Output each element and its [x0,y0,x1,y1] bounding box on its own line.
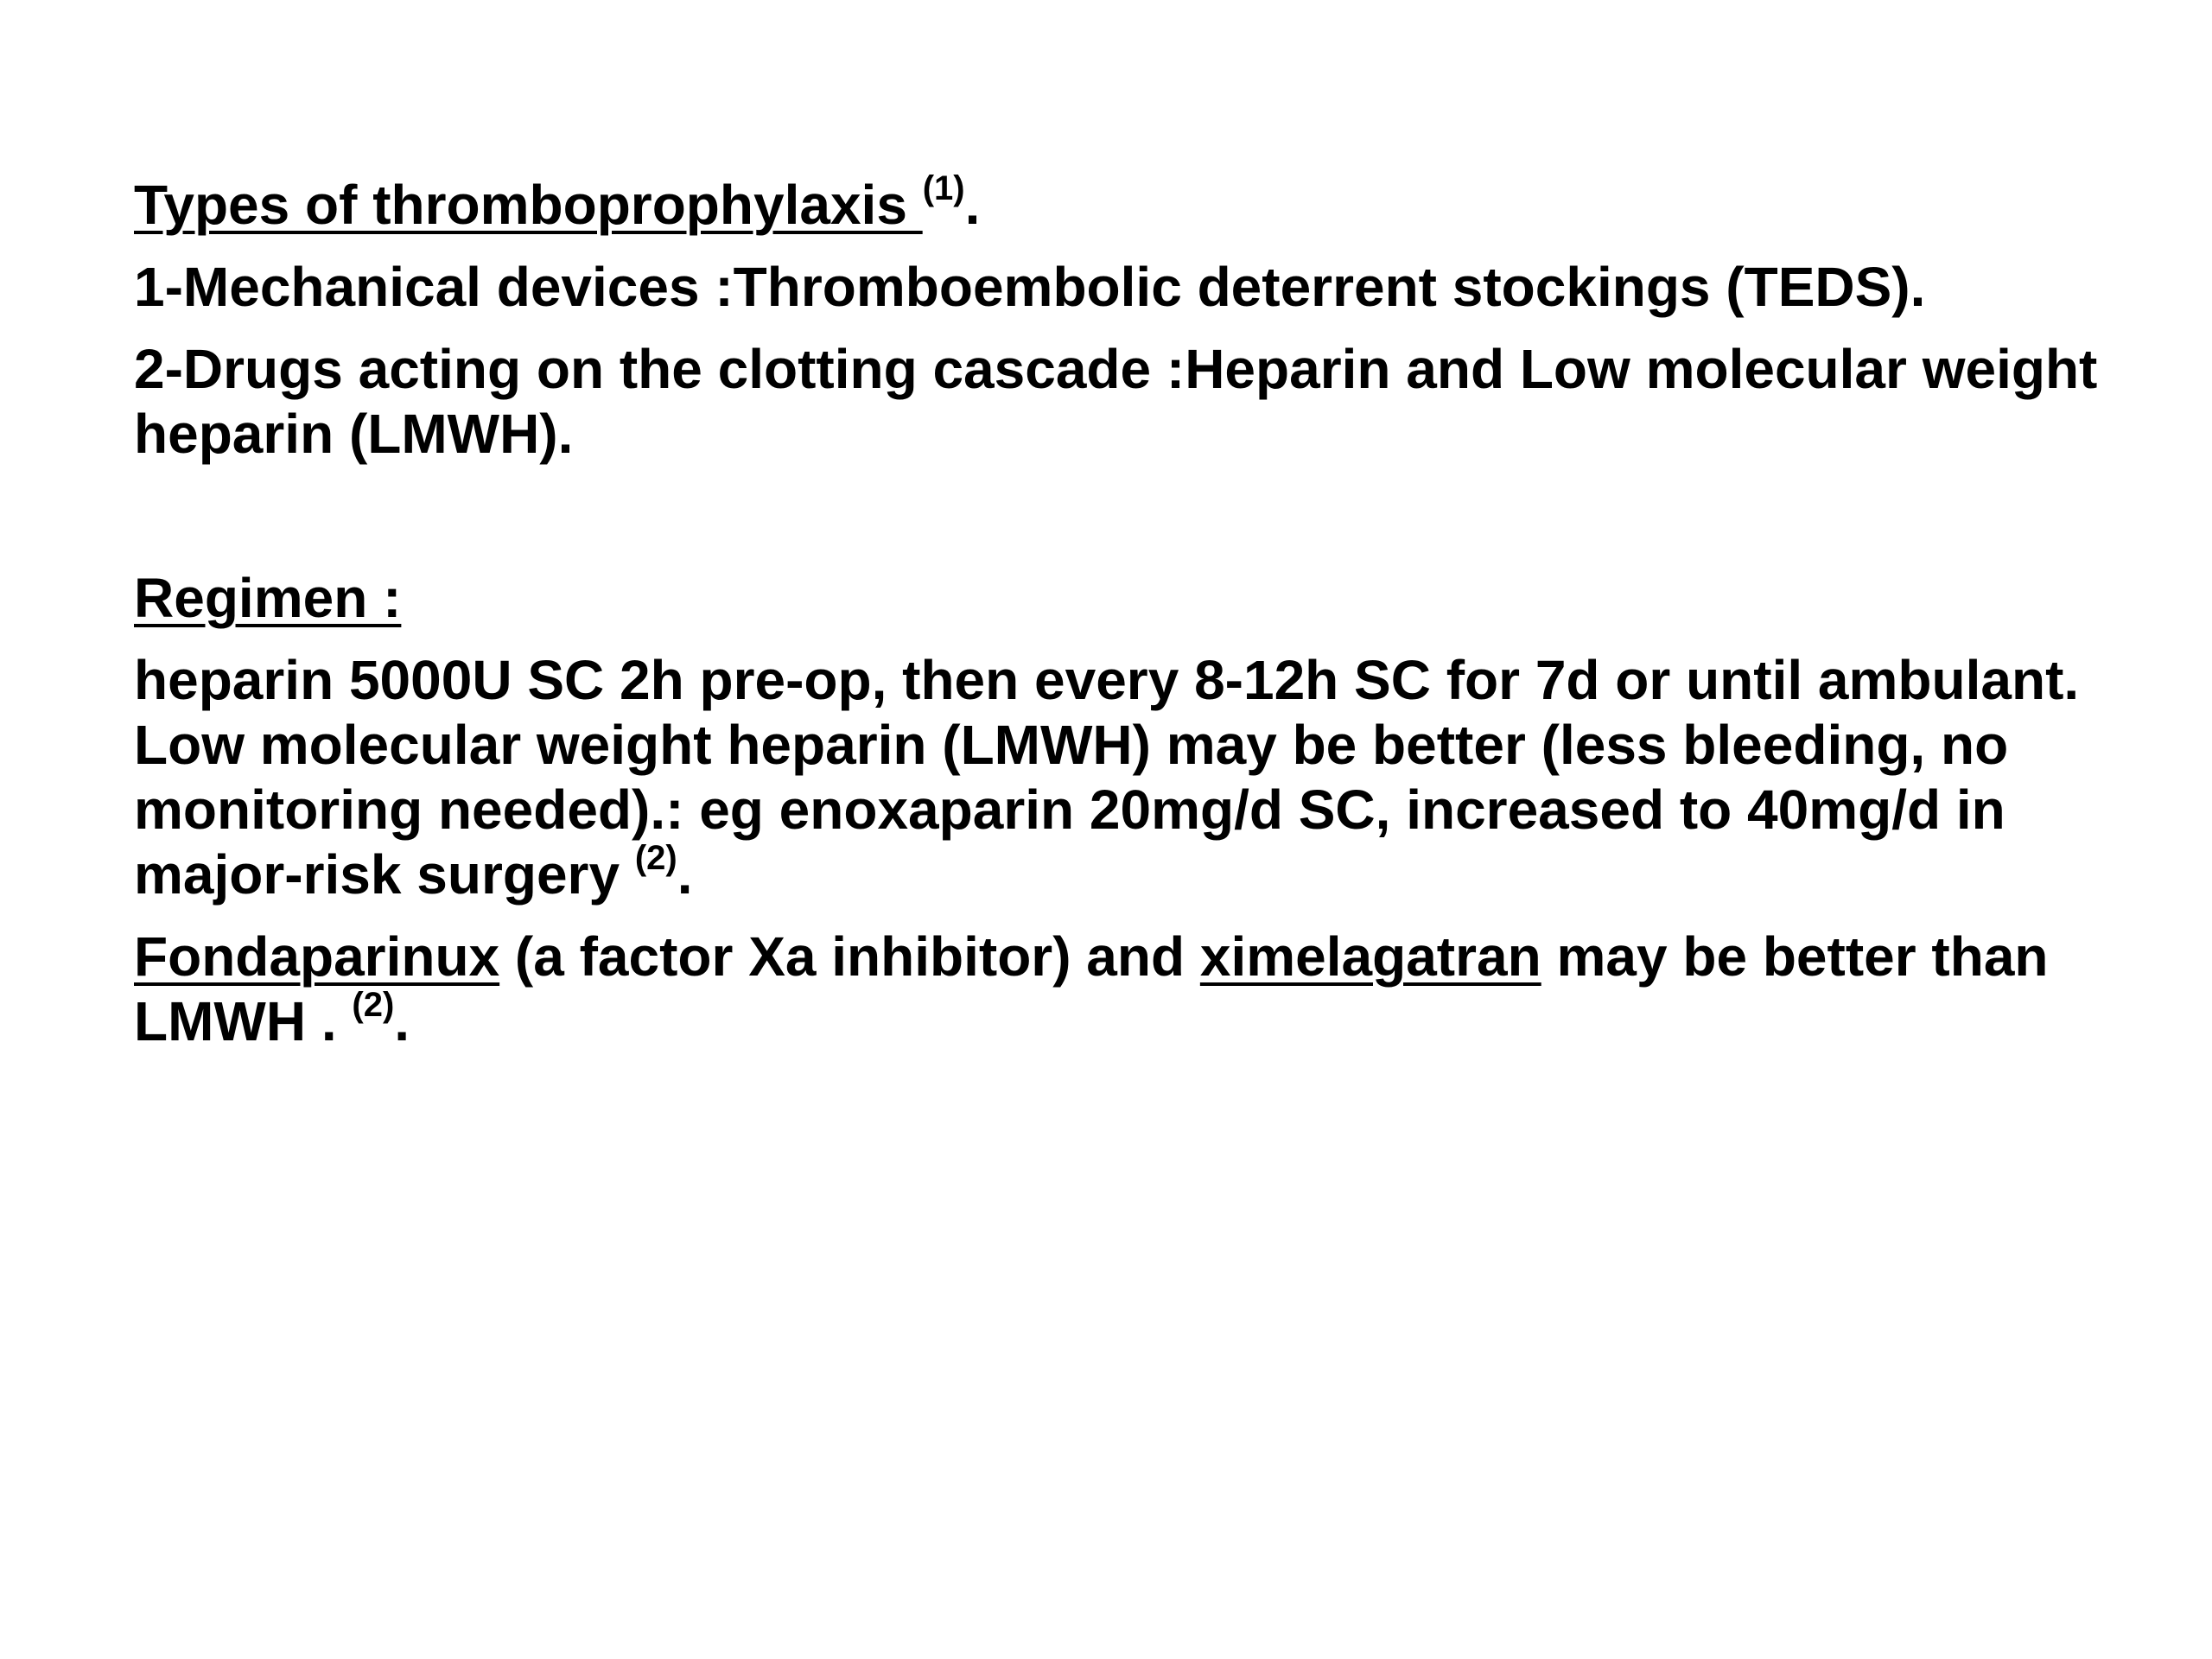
alternatives-reference: (2) [352,986,395,1024]
mechanical-devices-item: 1-Mechanical devices :Thromboembolic deterrent stockings (TEDS). [134,256,1926,318]
ximelagatran-term: ximelagatran [1199,925,1541,988]
fondaparinux-term: Fondaparinux [134,925,500,988]
alternatives-period: . [394,990,410,1052]
types-heading-reference: (1) [922,169,965,207]
regimen-paragraph [134,648,2121,907]
slide-content [134,169,2121,1071]
regimen-heading: Regimen : [134,567,402,629]
alternatives-paragraph [134,925,2121,1054]
regimen-heading-line [134,566,2121,631]
types-heading: Types of thromboprophylaxis [134,174,923,236]
types-heading-period: . [964,174,981,236]
regimen-period: . [677,843,693,906]
regimen-text: heparin 5000U SC 2h pre-op, then every 8-12h SC for 7d or until ambulant. Low molecular weight heparin (LMWH) may be better (less bleeding, no monitoring needed).: eg enoxaparin 20mg/d SC, increased to 40mg/d in major-risk surgery [134,649,2080,906]
alternatives-text-1: (a factor Xa inhibitor) and [499,925,1200,988]
alternatives-text-2: may be better than LMWH . [134,925,2049,1052]
types-heading-line [134,169,2121,238]
drugs-item: 2-Drugs acting on the clotting cascade :Heparin and Low molecular weight heparin (LMWH). [134,338,2098,465]
regimen-reference: (2) [634,839,677,877]
